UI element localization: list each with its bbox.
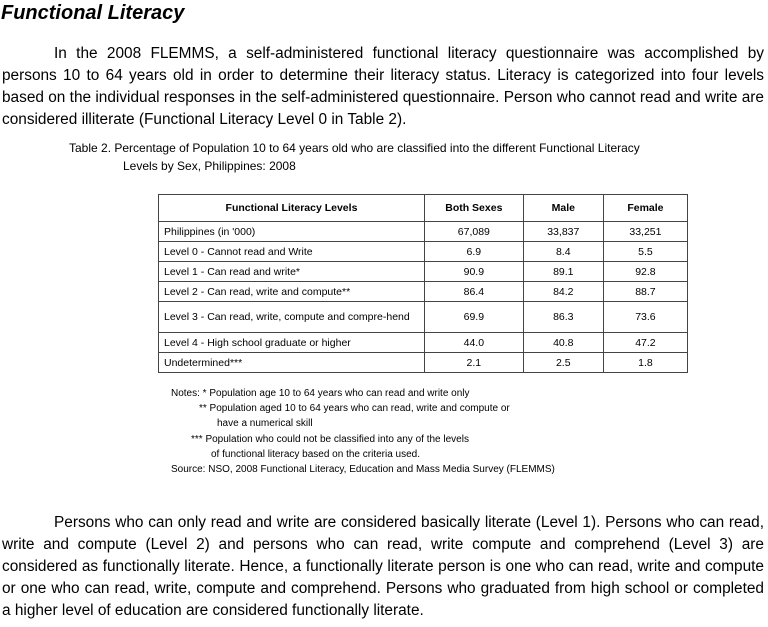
cell-female: 47.2 xyxy=(603,333,687,353)
cell-both: 6.9 xyxy=(424,242,523,262)
closing-paragraph-text: Persons who can only read and write are considered basically literate (Level 1). Persons who can read, write and compute (Level 2) and persons who can read, write compute and comprehend (Level 3) are considered as functionally literate. Hence, a functionally literate person is one who can read, write and compute or one who can read, write, compute and comprehend. Persons who graduated from high school or completed a higher level of education are considered functionally literate. xyxy=(2,514,764,619)
table-row xyxy=(159,222,688,242)
cell-male: 84.2 xyxy=(523,282,603,302)
table-row xyxy=(159,333,688,353)
cell-both: 86.4 xyxy=(424,282,523,302)
header-male: Male xyxy=(523,195,603,222)
table-row xyxy=(159,302,688,333)
table-caption-line-2: Levels by Sex, Philippines: 2008 xyxy=(123,159,296,173)
row-label: Level 0 - Cannot read and Write xyxy=(159,242,425,262)
table-row xyxy=(159,242,688,262)
cell-both: 44.0 xyxy=(424,333,523,353)
note-3-cont: of functional literacy based on the criteria used. xyxy=(211,448,421,460)
cell-male: 89.1 xyxy=(523,262,603,282)
table-caption-line-1: Table 2. Percentage of Population 10 to 64 years old who are classified into the different Functional Literacy xyxy=(69,141,640,155)
header-female: Female xyxy=(603,195,687,222)
cell-female: 88.7 xyxy=(603,282,687,302)
cell-male: 40.8 xyxy=(523,333,603,353)
cell-both: 90.9 xyxy=(424,262,523,282)
intro-paragraph-text: In the 2008 FLEMMS, a self-administered functional literacy questionnaire was accomplished by persons 10 to 64 years old in order to determine their literacy status. Literacy is categorized into four levels based on the individual responses in the self-administered questionnaire. Person who cannot read and write are considered illiterate (Functional Literacy Level 0 in Table 2). xyxy=(2,45,764,128)
table-row xyxy=(159,262,688,282)
table-caption xyxy=(69,139,640,175)
table-header-row xyxy=(159,195,688,222)
cell-female: 5.5 xyxy=(603,242,687,262)
note-2: ** Population aged 10 to 64 years who can read, write and compute or xyxy=(199,403,510,415)
row-label: Level 3 - Can read, write, compute and compre-hend xyxy=(159,302,425,333)
header-both-sexes: Both Sexes xyxy=(424,195,523,222)
cell-both: 69.9 xyxy=(424,302,523,333)
source-note: Source: NSO, 2008 Functional Literacy, Education and Mass Media Survey (FLEMMS) xyxy=(171,464,555,476)
cell-both: 67,089 xyxy=(424,222,523,242)
row-label: Level 4 - High school graduate or higher xyxy=(159,333,425,353)
table-row xyxy=(159,282,688,302)
cell-male: 8.4 xyxy=(523,242,603,262)
cell-female: 1.8 xyxy=(603,353,687,373)
closing-paragraph xyxy=(2,512,764,622)
row-label: Level 2 - Can read, write and compute** xyxy=(159,282,425,302)
cell-female: 73.6 xyxy=(603,302,687,333)
note-1: Notes: * Population age 10 to 64 years who can read and write only xyxy=(171,388,470,399)
cell-both: 2.1 xyxy=(424,353,523,373)
table-notes xyxy=(171,386,555,477)
cell-female: 33,251 xyxy=(603,222,687,242)
cell-male: 33,837 xyxy=(523,222,603,242)
intro-paragraph xyxy=(2,43,764,131)
note-3: *** Population who could not be classified into any of the levels xyxy=(191,433,469,445)
literacy-table xyxy=(158,194,688,373)
table-row xyxy=(159,353,688,373)
cell-male: 86.3 xyxy=(523,302,603,333)
section-title: Functional Literacy xyxy=(1,2,185,24)
cell-female: 92.8 xyxy=(603,262,687,282)
cell-male: 2.5 xyxy=(523,353,603,373)
header-levels: Functional Literacy Levels xyxy=(159,195,425,222)
row-label: Level 1 - Can read and write* xyxy=(159,262,425,282)
note-2-cont: have a numerical skill xyxy=(217,418,313,430)
row-label: Undetermined*** xyxy=(159,353,425,373)
row-label: Philippines (in '000) xyxy=(159,222,425,242)
